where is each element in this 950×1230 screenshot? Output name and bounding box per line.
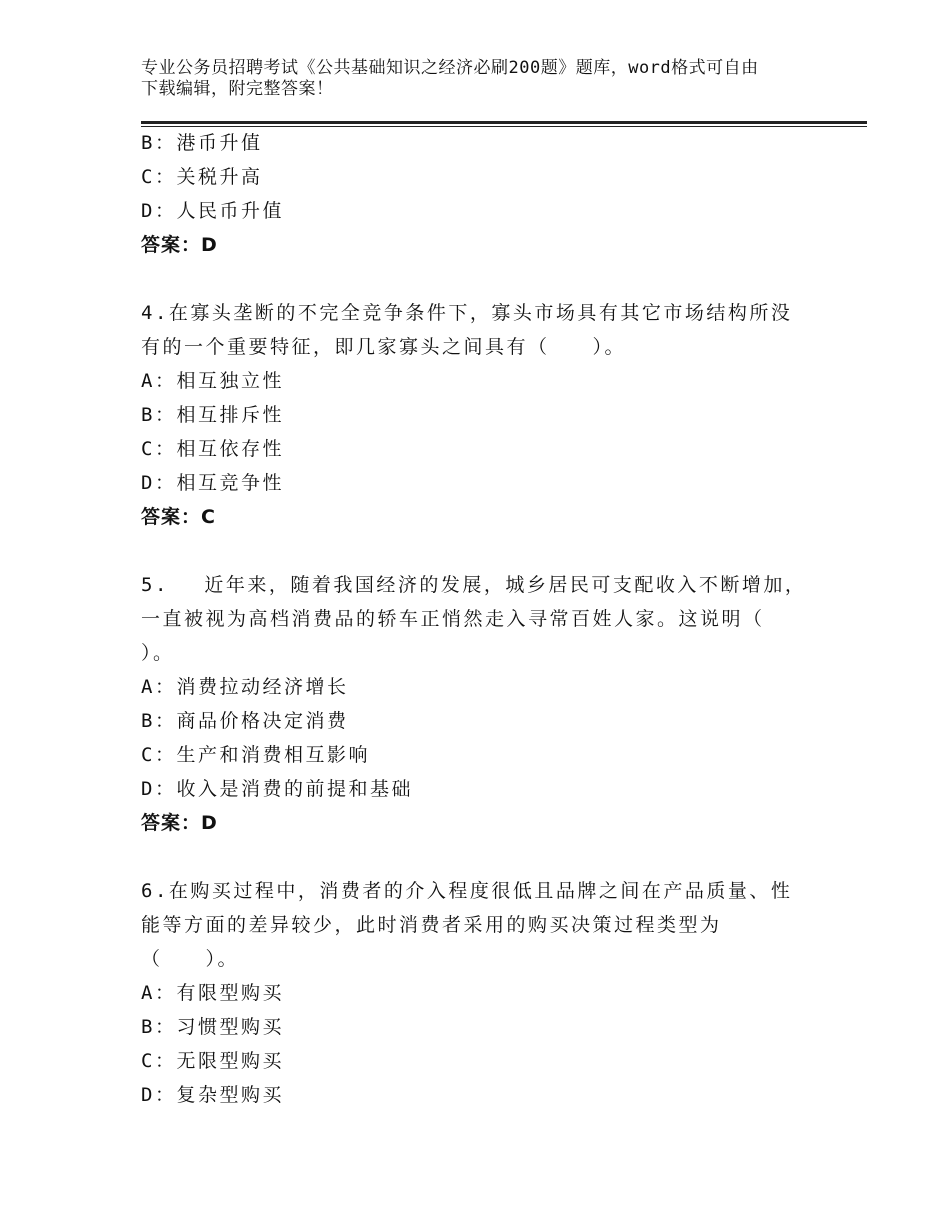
option-d: D：复杂型购买: [141, 1084, 284, 1106]
header-line-1: 专业公务员招聘考试《公共基础知识之经济必刷200题》题库，word格式可自由: [141, 58, 759, 78]
option-a: A：相互独立性: [141, 370, 284, 392]
option-d: D：收入是消费的前提和基础: [141, 778, 413, 800]
option-d: D：相互竞争性: [141, 472, 284, 494]
question-6: [141, 874, 811, 1112]
question-stem-line: （ ）。: [141, 948, 240, 970]
question-stem-line: 能等方面的差异较少，此时消费者采用的购买决策过程类型为: [141, 914, 722, 936]
answer-label: 答案：C: [141, 506, 216, 528]
header-line-2: 下载编辑，附完整答案！: [141, 79, 334, 99]
question-stem-line: 有的一个重要特征，即几家寡头之间具有（ ）。: [141, 336, 627, 358]
answer-label: 答案：D: [141, 234, 218, 256]
option-b: B：习惯型购买: [141, 1016, 284, 1038]
question-5: [141, 568, 811, 840]
option-b: B：港币升值: [141, 132, 263, 154]
option-b: B：商品价格决定消费: [141, 710, 349, 732]
option-a: A：消费拉动经济增长: [141, 676, 349, 698]
question-stem-line: 6.在购买过程中，消费者的介入程度很低且品牌之间在产品质量、性: [141, 880, 793, 902]
option-a: A：有限型购买: [141, 982, 284, 1004]
option-d: D：人民币升值: [141, 200, 284, 222]
question-stem-line: 一直被视为高档消费品的轿车正悄然走入寻常百姓人家。这说明（: [141, 608, 765, 630]
question-content: [141, 126, 811, 1112]
option-c: C：生产和消费相互影响: [141, 744, 370, 766]
option-c: C：无限型购买: [141, 1050, 284, 1072]
question-stem-line: 5. 近年来，随着我国经济的发展，城乡居民可支配收入不断增加，: [141, 574, 807, 596]
option-c: C：关税升高: [141, 166, 263, 188]
question-4: [141, 296, 811, 534]
option-b: B：相互排斥性: [141, 404, 284, 426]
answer-label: 答案：D: [141, 812, 218, 834]
document-header: [141, 58, 811, 100]
option-c: C：相互依存性: [141, 438, 284, 460]
question-3-continuation: [141, 126, 811, 262]
question-stem-line: 4.在寡头垄断的不完全竞争条件下，寡头市场具有其它市场结构所没: [141, 302, 793, 324]
question-stem-line: ）。: [141, 642, 175, 664]
